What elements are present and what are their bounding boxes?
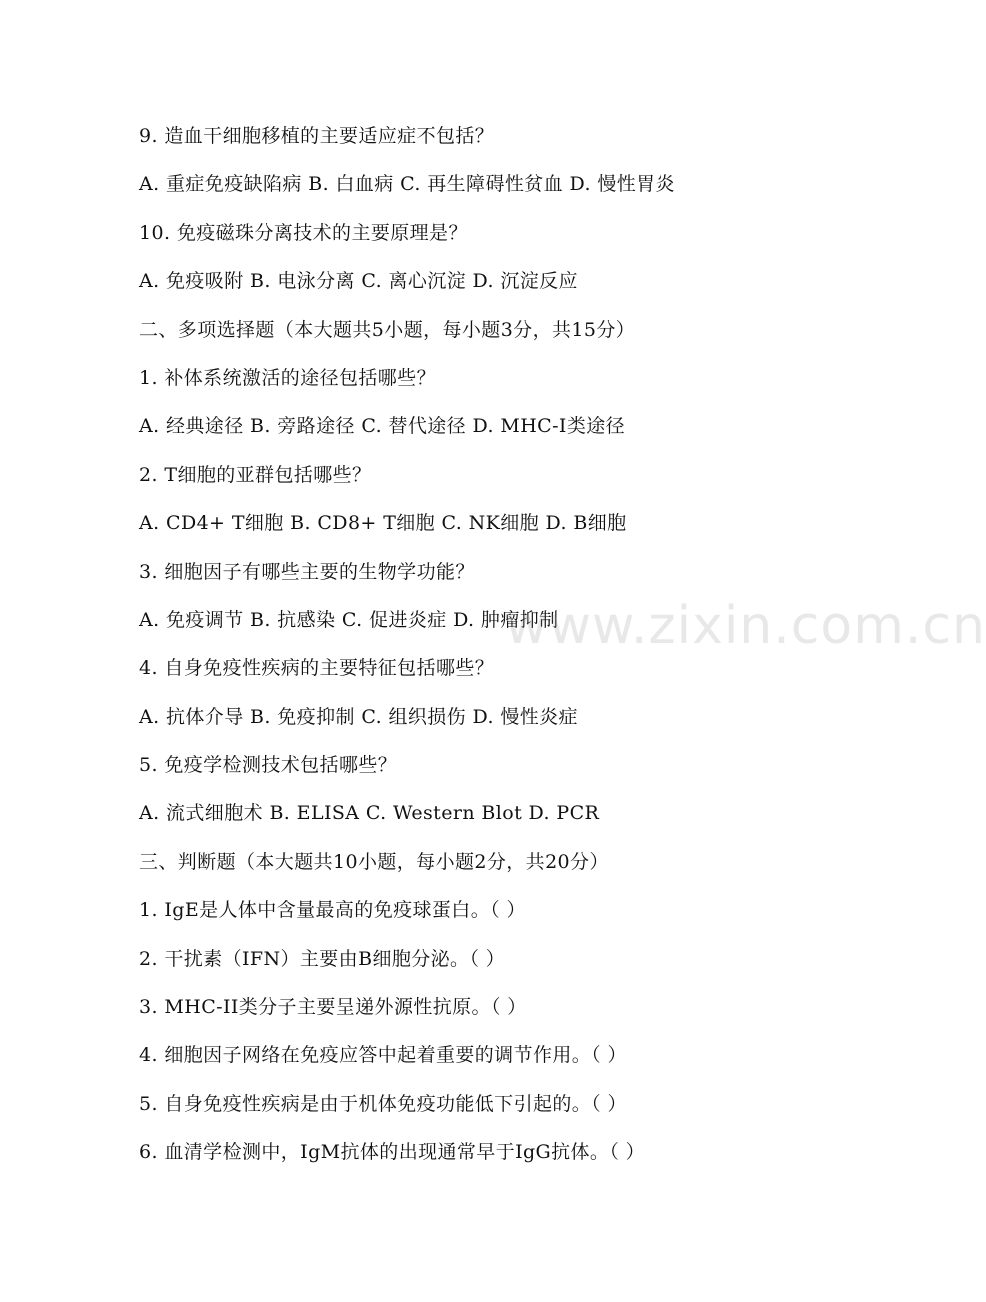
mc4-options: A. 抗体介导 B. 免疫抑制 C. 组织损伤 D. 慢性炎症 [139,705,578,728]
mc3-options: A. 免疫调节 B. 抗感染 C. 促进炎症 D. 肿瘤抑制 [139,608,559,631]
section-3-heading: 三、判断题（本大题共10小题，每小题2分，共20分） [139,850,609,873]
tf2-statement: 2. 干扰素（IFN）主要由B细胞分泌。（ ） [139,947,506,970]
tf1-statement: 1. IgE是人体中含量最高的免疫球蛋白。（ ） [139,899,526,922]
mc4-stem: 4. 自身免疫性疾病的主要特征包括哪些？ [139,657,495,680]
mc1-stem: 1. 补体系统激活的途径包括哪些？ [139,366,436,389]
tf4-statement: 4. 细胞因子网络在免疫应答中起着重要的调节作用。（ ） [139,1044,627,1067]
q9-options: A. 重症免疫缺陷病 B. 白血病 C. 再生障碍性贫血 D. 慢性胃炎 [139,173,675,196]
mc3-stem: 3. 细胞因子有哪些主要的生物学功能？ [139,560,475,583]
section-2-heading: 二、多项选择题（本大题共5小题，每小题3分，共15分） [139,318,636,341]
tf5-statement: 5. 自身免疫性疾病是由于机体免疫功能低下引起的。（ ） [139,1092,627,1115]
mc5-options: A. 流式细胞术 B. ELISA C. Western Blot D. PCR [139,802,600,825]
tf3-statement: 3. MHC-II类分子主要呈递外源性抗原。（ ） [139,996,527,1019]
tf6-statement: 6. 血清学检测中，IgM抗体的出现通常早于IgG抗体。（ ） [139,1141,646,1164]
q10-stem: 10. 免疫磁珠分离技术的主要原理是？ [139,221,468,244]
mc2-options: A. CD4+ T细胞 B. CD8+ T细胞 C. NK细胞 D. B细胞 [139,512,627,535]
q9-stem: 9. 造血干细胞移植的主要适应症不包括？ [139,125,495,147]
mc1-options: A. 经典途径 B. 旁路途径 C. 替代途径 D. MHC-I类途径 [139,415,626,438]
mc2-stem: 2. T细胞的亚群包括哪些？ [139,463,372,486]
mc5-stem: 5. 免疫学检测技术包括哪些？ [139,754,398,777]
q10-options: A. 免疫吸附 B. 电泳分离 C. 离心沉淀 D. 沉淀反应 [139,270,578,293]
watermark: www.zixin.com.cn [505,596,986,656]
question-list [139,118,879,1183]
